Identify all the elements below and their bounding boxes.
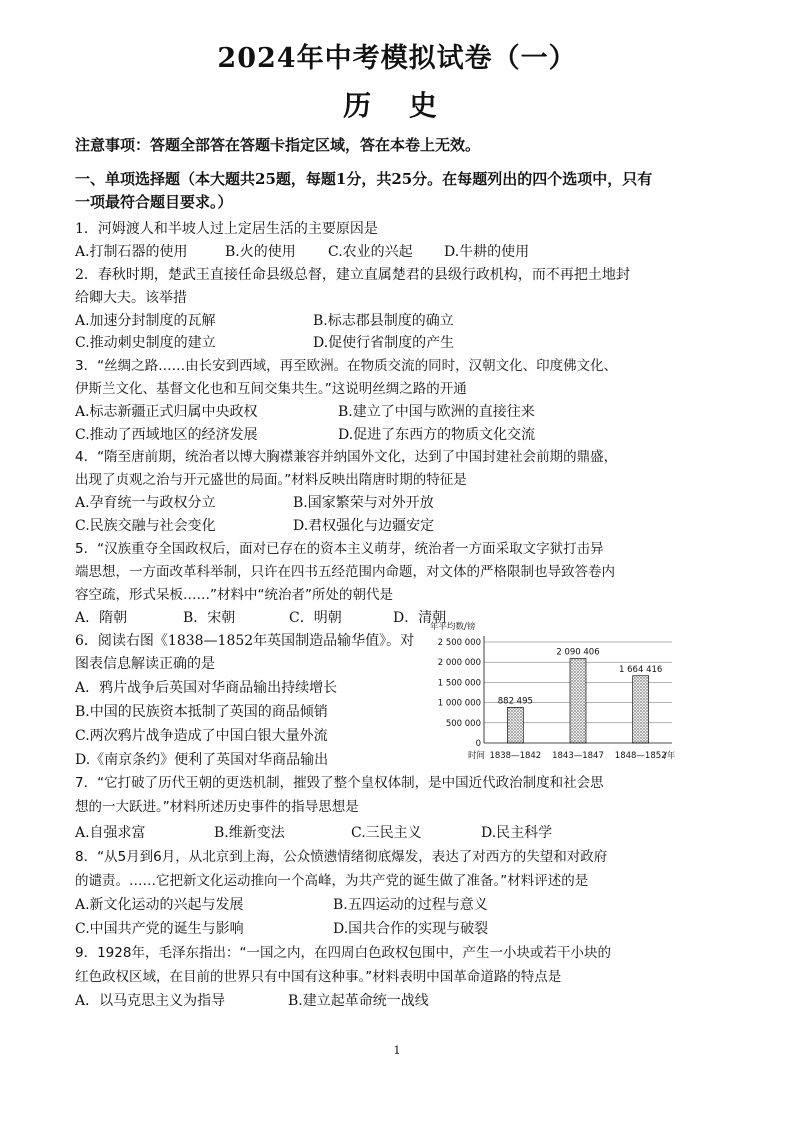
q1-option-a: A.打制石器的使用 [75,244,188,260]
q8-option-d: D.国共合作的实现与破裂 [333,921,489,937]
chart-ytick-label: 1 000 000 [437,698,481,709]
q7-option-d: D.民主科学 [481,825,553,841]
chart-bar [507,707,523,743]
q5-option-c: C．明朝 [289,610,342,626]
chart-bar-value-label: 882 495 [497,696,533,707]
q2-option-a: A.加速分封制度的瓦解 [75,313,216,329]
question-3-line1: 3．“丝绸之路……由长安到西域，再至欧洲。在物质交流的同时，汉朝文化、印度佛文化、 [75,358,618,374]
question-5-line1: 5．“汉族重夺全国政权后，面对已存在的资本主义萌芽，统治者一方面采取文字狱打击异 [75,541,604,557]
q3-option-a: A.标志新疆正式归属中央政权 [75,404,258,420]
chart-bar-value-label: 1 664 416 [619,664,663,675]
question-8-line2: 的谴责。……它把新文化运动推向一个高峰，为共产党的诞生做了准备。”材料评述的是 [75,873,589,889]
chart-xlabel: 时间 [468,751,486,761]
chart-ytick-label: 500 000 [445,718,481,729]
question-5-line2: 端思想，一方面改革科举制，只许在四书五经范围内命题，对文体的严格限制也导致答卷内 [75,564,615,580]
section1-heading-line2: 一项最符合题目要求。） [75,193,233,211]
q2-option-c: C.推动刺史制度的建立 [75,335,216,351]
chart-category-label: 1843—1847 [552,751,604,761]
question-8-line1: 8．“从5月到6月，从北京到上海，公众愤懑情绪彻底爆发，表达了对西方的失望和对政府 [75,849,608,865]
question-6-line2: 图表信息解读正确的是 [75,656,215,672]
question-9-line2: 红色政权区域，在目前的世界只有中国有这种事。”材料表明中国革命道路的特点是 [75,969,562,985]
notice: 注意事项：答题全部答在答题卡指定区域，答在本卷上无效。 [75,136,481,154]
q1-option-c: C.农业的兴起 [328,244,413,260]
chart-ytick-label: 2 000 000 [437,658,481,669]
q6-option-c: C.两次鸦片战争造成了中国白银大量外流 [75,728,328,744]
q8-option-c: C.中国共产党的诞生与影响 [75,921,244,937]
q2-option-d: D.促使行省制度的产生 [313,335,455,351]
page-number: 1 [393,1044,401,1057]
q7-option-c: C.三民主义 [351,825,422,841]
chart-ytick-label: 2 500 000 [437,638,481,648]
chart-bar [570,659,586,743]
q6-option-b: B.中国的民族资本抵制了英国的商品倾销 [75,704,328,720]
question-9-line1: 9．1928年，毛泽东指出：“一国之内，在四周白色政权包围中，产生一小块或若干小块的 [75,945,611,961]
chart-ytick-label: 0 [475,739,481,749]
q5-option-d: D．清朝 [393,610,447,626]
question-1-text: 1．河姆渡人和半坡人过上定居生活的主要原因是 [75,221,378,237]
chart-ylabel: 年平均数/镑 [430,622,476,632]
chart-category-label: 1848—1852 [614,751,667,761]
chart-ytick-label: 1 500 000 [437,678,481,689]
q1-option-b: B.火的使用 [225,244,296,260]
chart-x-unit: /年 [664,751,676,761]
question-5-line3: 容空疏，形式呆板……”材料中“统治者”所处的朝代是 [75,587,393,603]
q4-option-d: D.君权强化与边疆安定 [293,518,435,534]
question-2-line2: 给卿大夫。该举措 [75,290,187,306]
chart-category-label: 1838—1842 [489,751,542,761]
question-7-line1: 7．“它打破了历代王朝的更迭机制，摧毁了整个皇权体制，是中国近代政治制度和社会思 [75,775,604,791]
question-6-line1: 6．阅读右图《1838—1852年英国制造品输华值》。对 [75,633,415,649]
question-7-line2: 想的一大跃进。”材料所述历史事件的指导思想是 [75,799,359,815]
q6-option-d: D.《南京条约》便利了英国对华商品输出 [75,752,329,768]
question-4-line2: 出现了贞观之治与开元盛世的局面。”材料反映出隋唐时期的特征是 [75,472,467,488]
exam-title: 2024年中考模拟试卷（一） [217,43,577,74]
chart-bar [633,676,649,743]
q3-option-b: B.建立了中国与欧洲的直接往来 [338,404,535,420]
q6-option-a: A．鸦片战争后英国对华商品输出持续增长 [75,680,338,696]
q8-option-a: A.新文化运动的兴起与发展 [75,897,244,913]
section1-heading-line1: 一、单项选择题（本大题共25题，每题1分，共25分。在每题列出的四个选项中，只有 [75,170,653,188]
q4-option-a: A.孕育统一与政权分立 [75,495,216,511]
question-2-line1: 2．春秋时期，楚武王直接任命县级总督，建立直属楚君的县级行政机构，而不再把土地封 [75,267,630,283]
q8-option-b: B.五四运动的过程与意义 [333,897,488,913]
q3-option-c: C.推动了西域地区的经济发展 [75,427,258,443]
chart-bar-value-label: 2 090 406 [556,647,600,658]
q5-option-b: B．宋朝 [183,610,236,626]
question-3-line2: 伊斯兰文化、基督文化也和互间交集共生。”这说明丝绸之路的开通 [75,381,467,397]
q4-option-c: C.民族交融与社会变化 [75,518,216,534]
q9-option-a: A．以马克思主义为指导 [75,993,226,1009]
q1-option-d: D.牛耕的使用 [444,244,530,260]
q7-option-b: B.维新变法 [214,825,285,841]
q2-option-b: B.标志郡县制度的确立 [313,313,454,329]
q9-option-b: B.建立起革命统一战线 [288,993,429,1009]
q5-option-a: A．隋朝 [75,610,128,626]
q4-option-b: B.国家繁荣与对外开放 [293,495,434,511]
export-value-bar-chart [430,620,680,762]
question-4-line1: 4．“隋至唐前期，统治者以博大胸襟兼容并纳国外文化，达到了中国封建社会前期的鼎盛， [75,449,618,465]
q7-option-a: A.自强求富 [75,825,146,841]
subject-title: 历 史 [343,89,451,122]
q3-option-d: D.促进了东西方的物质文化交流 [338,427,536,443]
